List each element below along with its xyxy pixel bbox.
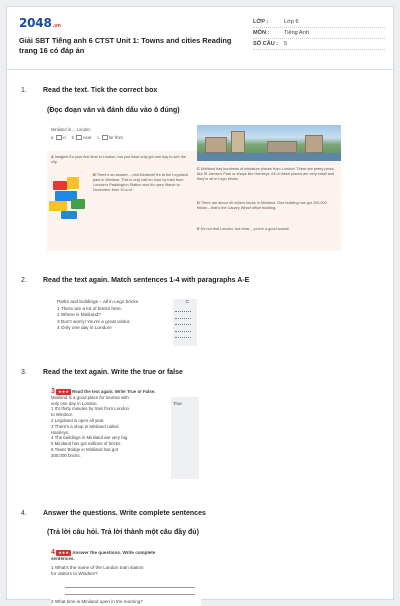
site-logo[interactable]: 2048.vn [19,16,61,30]
meta-row-count: SỐ CÂU : 5 [253,39,385,50]
textbook-image-miniland [47,125,341,251]
match-item: 1 There are a lot of bricks here. [57,305,123,311]
page-header [7,7,393,69]
paragraph-d: D There are about 40 million bricks in Miniland. One building has got 200,000 bricks – that's the Canary Wharf office building. [197,201,327,210]
meta-info [253,17,385,50]
question-1-translation: (Đọc đoạn văn và đánh dấu vào ô đúng) [47,107,180,114]
paragraph-e: E It's not real London, but relax – you're a good tourist! [197,227,290,231]
paragraph-b: B There's an answer – visit Miniland! It's at the Legoland park in Windsor. This is only half an hour by train from London's Paddington Station and it's open March to November from 10 a.m. [93,173,188,192]
page-title: Giải SBT Tiếng anh 6 CTST Unit 1: Towns and cities Reading trang 16 có đáp án [19,36,232,55]
textbook-image-answer: 4 ★★★ Answer the questions. Write complete sentences. 1 What's the name of the London train station for visitors to Windsor? 2 What time is Miniland open in the morning? [51,550,201,606]
header-divider [7,69,393,70]
document-page: 2048.vn Giải SBT Tiếng anh 6 CTST Unit 1: Towns and cities Reading trang 16 có đáp án LỚP : Lớp 6 MÔN : Tiếng Anh SỐ CÂU : 5 1. Read the text. Tick the correct box (Đọc đoạn văn và đánh dấu vào ô đúng) Miniland is ... London a in b near c far from A Imagine it's your first time in London, but you have only got one day to see the city. B There's an answer – visit Miniland! It's at the Legoland park in Windsor. This is only half an hour by train from London's Paddington Station and it's open March to November from 10 a.m. C Miniland has hundreds of miniature places from London! There are pretty parks like St James's Park or shops like Hamleys. All of these places are very small and they're all in Lego bricks. D There are about 40 million bricks in Miniland. One building has got 200,000 bricks – that's the Canary Wharf office building. E It's not real London, but relax – you're a good tourist! 2. Read the text again. Match sentences 1-4 with paragraphs A-E Parks and buildings – all in Lego bricks. C 1 There are a lot of bricks here. 2 Where is Miniland? 3 Don't worry! You're a great visitor. 4 Only one day in London! 3. Read the text again. Write the true or false 3 ★★★ Read the text again. Write True or False. Miniland is a good place for tourists with only one day in London. True 1 It's thirty minutes by train from London to Windsor. 2 Legoland is open all year. 3 There's a shop in Miniland called Hamleys. 4 The buildings in Miniland are very big. 5 Miniland has got millions of bricks. 6 Tower Bridge in Miniland has got 200,000 bricks. 4. Answer the questions. Write complete sentences (Trả lời câu hỏi. Trả lời thành một câu đầy đủ) 4 ★★★ Answer the questions. Write complete sentences. 1 What's the name of the London train station for visitors to Windsor? 2 What time is Miniland open in the morning? [6,6,394,600]
textbook-image-match [57,299,197,346]
match-item: 2 Where is Miniland? [57,312,101,318]
match-heading: Parks and buildings – all in Lego bricks. [57,299,140,304]
meta-row-class: LỚP : Lớp 6 [253,17,385,28]
match-item: 4 Only one day in London! [57,325,112,331]
match-heading-answer: C [185,299,189,304]
meta-row-subject: MÔN : Tiếng Anh [253,28,385,39]
miniland-photo [197,125,341,161]
q1-options: Miniland is ... London a in b near c far from [47,125,197,151]
question-4-translation: (Trả lời câu hỏi. Trả lời thành một câu đầy đủ) [47,529,199,536]
match-item: 3 Don't worry! You're a great visitor. [57,318,131,324]
textbook-image-true-false: 3 ★★★ Read the text again. Write True or False. Miniland is a good place for tourists with only one day in London. True 1 It's thirty minutes by train from London to Windsor. 2 Legoland is open all year. 3 There's a shop in Miniland called Hamleys. 4 The buildings in Miniland are very big. 5 Miniland has got millions of bricks. 6 Tower Bridge in Miniland has got 200,000 bricks. [51,389,199,481]
paragraph-c: C Miniland has hundreds of miniature places from London! There are pretty parks like St James's Park or shops like Hamleys. All of these places are very small and they're all in Lego bricks. [197,167,335,181]
paragraph-a: A Imagine it's your first time in London, but you have only got one day to see the city. [51,155,186,164]
